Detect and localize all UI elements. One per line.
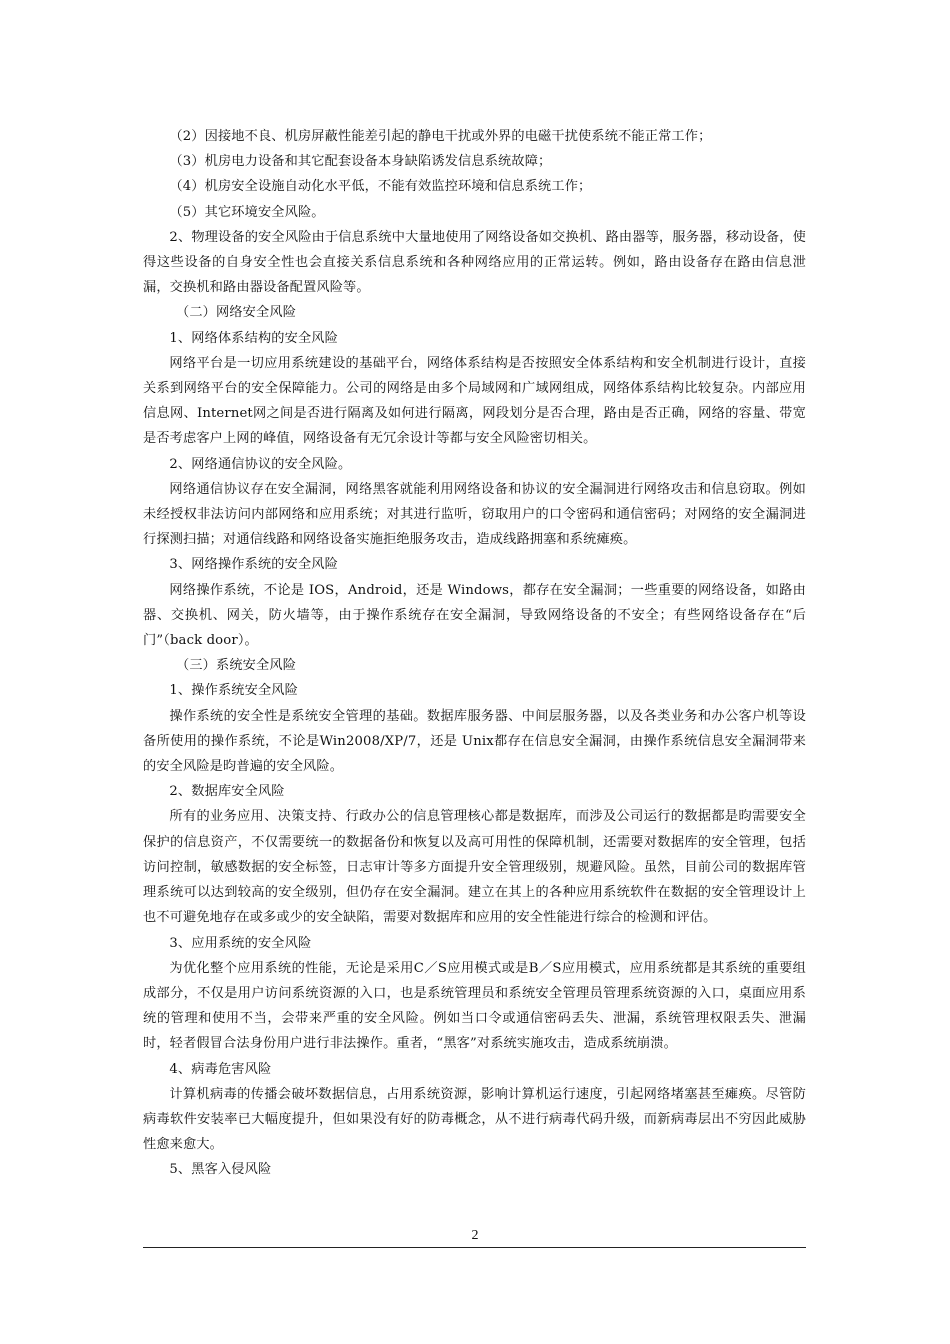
paragraph-virus-risk: 计算机病毒的传播会破坏数据信息，占用系统资源，影响计算机运行速度，引起网络堵塞甚至瘫痪。尽管防病毒软件安装率已大幅度提升，但如果没有好的防毒概念，从不进行病毒代码升级，而新病毒层出不穷因此威胁性愈来愈大。 [143,1086,806,1153]
paragraph-network-architecture: 网络平台是一切应用系统建设的基础平台，网络体系结构是否按照安全体系结构和安全机制进行设计，直接关系到网络平台的安全保障能力。公司的网络是由多个局域网和广域网组成，网络体系结构比较复杂。内部应用信息网、Internet网之间是否进行隔离及如何进行隔离，网段划分是否合理，路由是否正确，网络的容量、带宽是否考虑客户上网的峰值，网络设备有无冗余设计等都与安全风险密切相关。 [143,355,806,447]
list-item-5: （5）其它环境安全风险。 [169,204,325,220]
page-number: 2 [471,1228,479,1243]
section-heading-system-security: （三）系统安全风险 [176,658,297,674]
list-item-2: （2）因接地不良、机房屏蔽性能差引起的静电干扰或外界的电磁干扰使系统不能正常工作； [169,129,712,144]
subheading-application-risk: 3、应用系统的安全风险 [169,935,312,951]
subheading-network-os: 3、网络操作系统的安全风险 [169,557,338,573]
subheading-network-architecture: 1、网络体系结构的安全风险 [169,330,338,346]
list-item-4: （4）机房安全设施自动化水平低，不能有效监控环境和信息系统工作； [169,179,592,195]
section-heading-network-security: （二）网络安全风险 [176,305,297,321]
subheading-os-risk: 1、操作系统安全风险 [169,683,298,699]
paragraph-network-os: 网络操作系统，不论是 IOS，Android，还是 Windows，都存在安全漏洞；一些重要的网络设备，如路由器、交换机、网关，防火墙等，由于操作系统存在安全漏洞，导致网络设备的不安全；有些网络设备存在“后门”（back door）。 [143,582,806,649]
paragraph-database-risk: 所有的业务应用、决策支持、行政办公的信息管理核心都是数据库，而涉及公司运行的数据都是昀需要安全保护的信息资产，不仅需要统一的数据备份和恢复以及高可用性的保障机制，还需要对数据库的安全管理，包括访问控制，敏感数据的安全标签，日志审计等多方面提升安全管理级别，规避风险。虽然，目前公司的数据库管理系统可以达到较高的安全级别，但仍存在安全漏洞。建立在其上的各种应用系统软件在数据的安全管理设计上也不可避免地存在或多或少的安全缺陷，需要对数据库和应用的安全性能进行综合的检测和评估。 [143,809,806,926]
subheading-database-risk: 2、数据库安全风险 [169,784,285,800]
subheading-virus-risk: 4、病毒危害风险 [169,1061,272,1077]
paragraph-physical-device-risk: 2、物理设备的安全风险由于信息系统中大量地使用了网络设备如交换机、路由器等，服务器，移动设备，使得这些设备的自身安全性也会直接关系信息系统和各种网络应用的正常运转。例如，路由设备存在路由信息泄漏，交换机和路由器设备配置风险等。 [143,229,806,296]
subheading-hacker-risk: 5、黑客入侵风险 [169,1162,272,1178]
paragraph-network-protocol: 网络通信协议存在安全漏洞，网络黑客就能利用网络设备和协议的安全漏洞进行网络攻击和信息窃取。例如未经授权非法访问内部网络和应用系统；对其进行监听，窃取用户的口令密码和通信密码；对网络的安全漏洞进行探测扫描；对通信线路和网络设备实施拒绝服务攻击，造成线路拥塞和系统瘫痪。 [143,481,806,548]
footer-divider [143,1247,806,1248]
body-text [143,124,806,1183]
paragraph-application-risk: 为优化整个应用系统的性能，无论是采用C／S应用模式或是B／S应用模式，应用系统都是其系统的重要组成部分，不仅是用户访问系统资源的入口，也是系统管理员和系统安全管理员管理系统资源的入口，桌面应用系统的管理和使用不当，会带来严重的安全风险。例如当口令或通信密码丢失、泄漏，系统管理权限丢失、泄漏时，轻者假冒合法身份用户进行非法操作。重者，“黑客”对系统实施攻击，造成系统崩溃。 [143,960,806,1052]
list-item-3: （3）机房电力设备和其它配套设备本身缺陷诱发信息系统故障； [169,154,552,170]
subheading-network-protocol: 2、网络通信协议的安全风险。 [169,456,352,472]
paragraph-os-risk: 操作系统的安全性是系统安全管理的基础。数据库服务器、中间层服务器，以及各类业务和办公客户机等设备所使用的操作系统，不论是Win2008/XP/7，还是 Unix都存在信息安全漏洞，由操作系统信息安全漏洞带来的安全风险是昀普遍的安全风险。 [143,708,806,775]
